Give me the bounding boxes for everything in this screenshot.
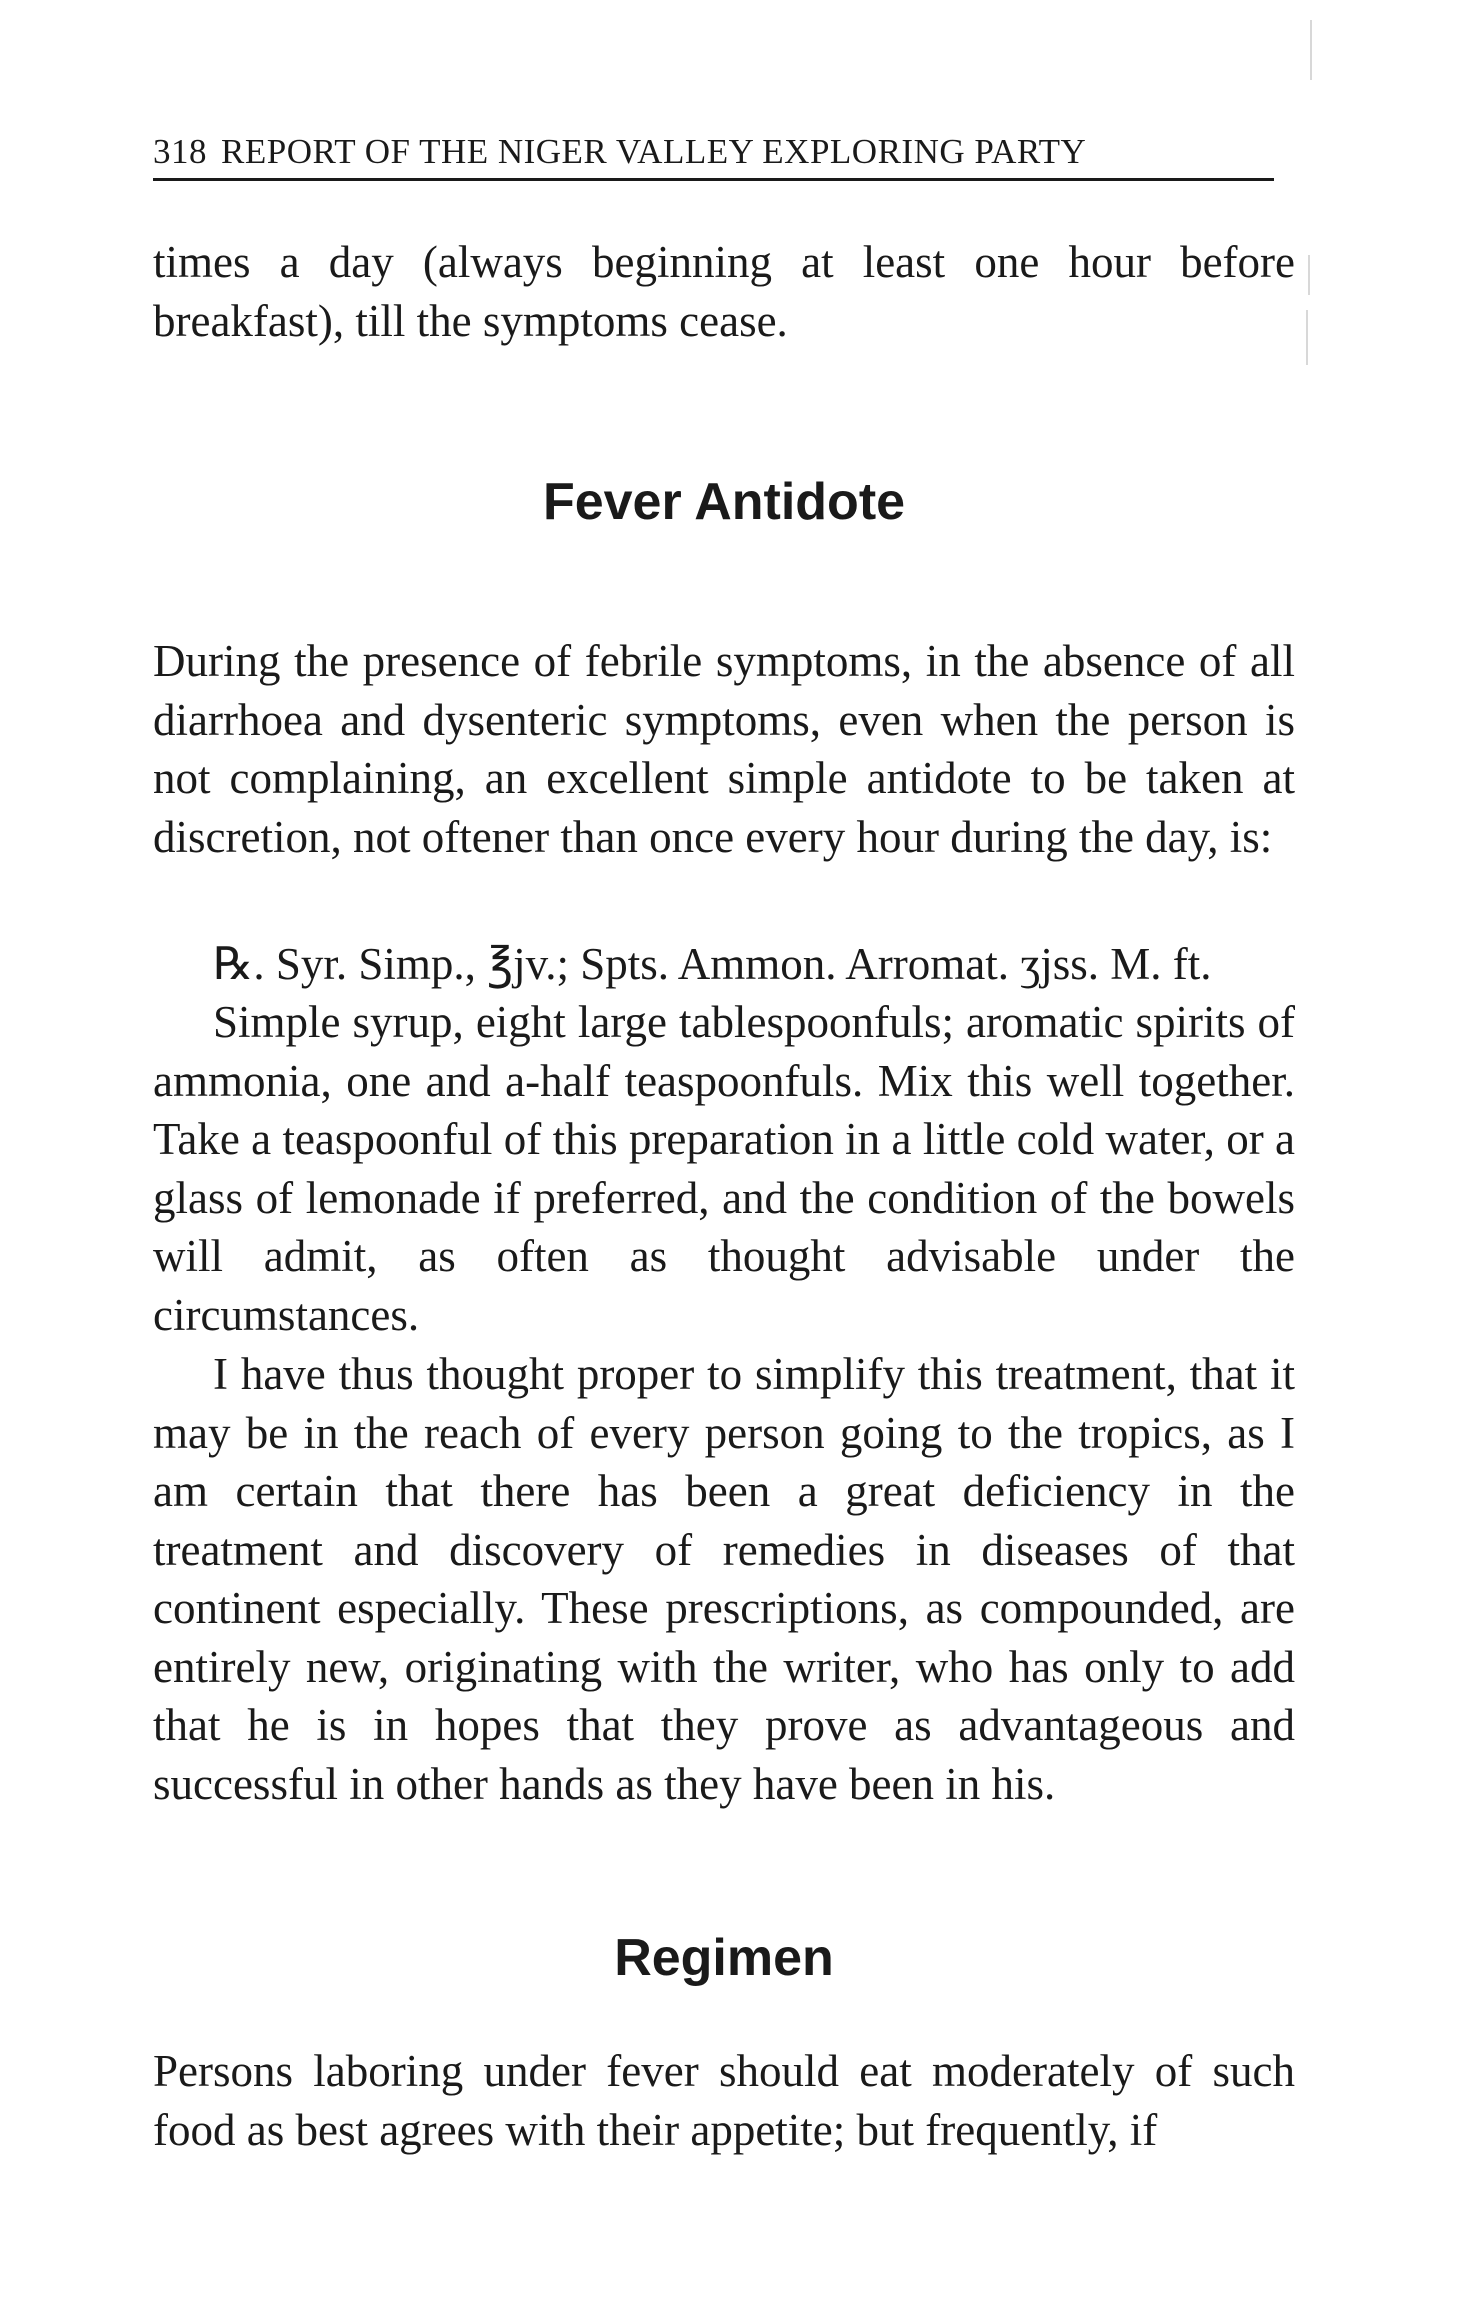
running-title: REPORT OF THE NIGER VALLEY EXPLORING PARTY bbox=[221, 132, 1087, 171]
header-rule bbox=[153, 178, 1274, 181]
section-heading-regimen: Regimen bbox=[614, 1929, 834, 1987]
continuation-paragraph: times a day (always beginning at least one hour before breakfast), till the symptoms cease. bbox=[153, 237, 1295, 346]
page-number: 318 bbox=[153, 132, 207, 171]
scan-artifact bbox=[1308, 255, 1310, 295]
scan-artifact bbox=[1310, 20, 1312, 80]
scan-artifact bbox=[1306, 310, 1308, 365]
section-heading-fever-antidote: Fever Antidote bbox=[542, 473, 906, 531]
recipe-paragraph: Simple syrup, eight large tablespoonfuls; aromatic spirits of ammonia, one and a-half teaspoonfuls. Mix this well together. Take a teaspoonful of this preparation in a little cold water, or a glass of lemonade if preferred, and the condition of the bowels will admit, as often as thought advisable under the circumstances. bbox=[153, 997, 1295, 1340]
running-header bbox=[153, 128, 1271, 176]
prescription-formula: ℞. Syr. Simp., ℥jv.; Spts. Ammon. Arromat. ʒjss. M. ft. bbox=[213, 939, 1212, 989]
fever-intro-paragraph: During the presence of febrile symptoms, in the absence of all diarrhoea and dysenteric symptoms, even when the person is not complaining, an excellent simple antidote to be taken at discretion, not oftener than once every hour during the day, is: bbox=[153, 636, 1295, 862]
conclusion-paragraph: I have thus thought proper to simplify this treatment, that it may be in the reach of every person going to the tropics, as I am certain that there has been a great deficiency in the treatment and discovery of remedies in diseases of that continent especially. These prescriptions, as compounded, are entirely new, originating with the writer, who has only to add that he is in hopes that they prove as advantageous and successful in other hands as they have been in his. bbox=[153, 1349, 1295, 1809]
regimen-paragraph: Persons laboring under fever should eat moderately of such food as best agrees with their appetite; but frequently, if bbox=[153, 2046, 1295, 2155]
